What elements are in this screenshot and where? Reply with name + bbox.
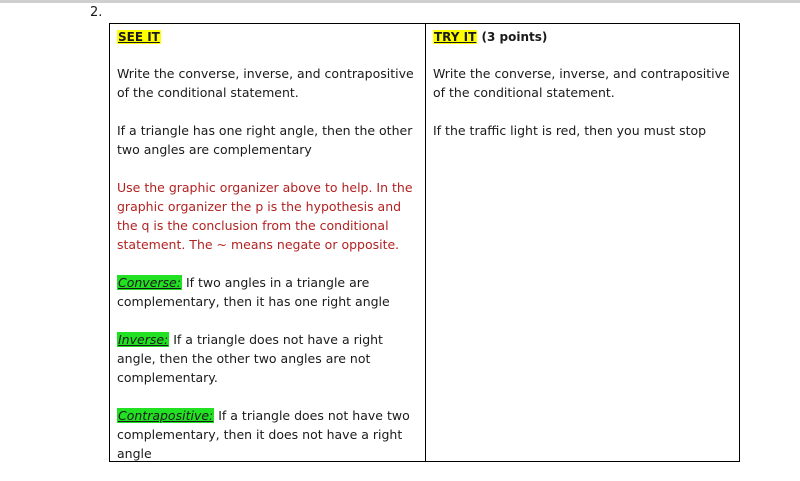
- try-it-label: TRY IT: [434, 30, 477, 44]
- worksheet-table: [109, 23, 740, 462]
- see-it-statement: If a triangle has one right angle, then the other two angles are complementary: [117, 123, 413, 157]
- converse-answer: [117, 273, 417, 311]
- try-it-instruction: Write the converse, inverse, and contrapositive of the conditional statement.: [433, 66, 730, 100]
- see-it-hint: Use the graphic organizer above to help. In the graphic organizer the p is the hypothesis and the q is the conclusion from the conditional statement. The ~ means negate or opposite.: [117, 180, 413, 252]
- see-it-instruction: Write the converse, inverse, and contrapositive of the conditional statement.: [117, 66, 414, 100]
- inverse-answer: [117, 330, 417, 387]
- try-it-statement: If the traffic light is red, then you must stop: [433, 123, 707, 138]
- converse-text: If two angles in a triangle are complementary, then it has one right angle: [117, 275, 390, 309]
- converse-label: Converse:: [118, 275, 181, 290]
- see-it-label: SEE IT: [118, 30, 160, 44]
- contrapositive-label: Contrapositive:: [118, 408, 214, 423]
- try-it-header: [433, 29, 547, 45]
- column-divider: [425, 24, 426, 461]
- top-border: [0, 0, 800, 3]
- see-it-header: [117, 29, 161, 45]
- try-it-points: (3 points): [481, 30, 548, 44]
- question-number: 2.: [90, 5, 103, 20]
- contrapositive-answer: [117, 406, 417, 463]
- inverse-text: If a triangle does not have a right angle, then the other two angles are not complementary.: [117, 332, 383, 385]
- contrapositive-text: If a triangle does not have two complementary, then it does not have a right angle: [117, 408, 410, 461]
- inverse-label: Inverse:: [118, 332, 169, 347]
